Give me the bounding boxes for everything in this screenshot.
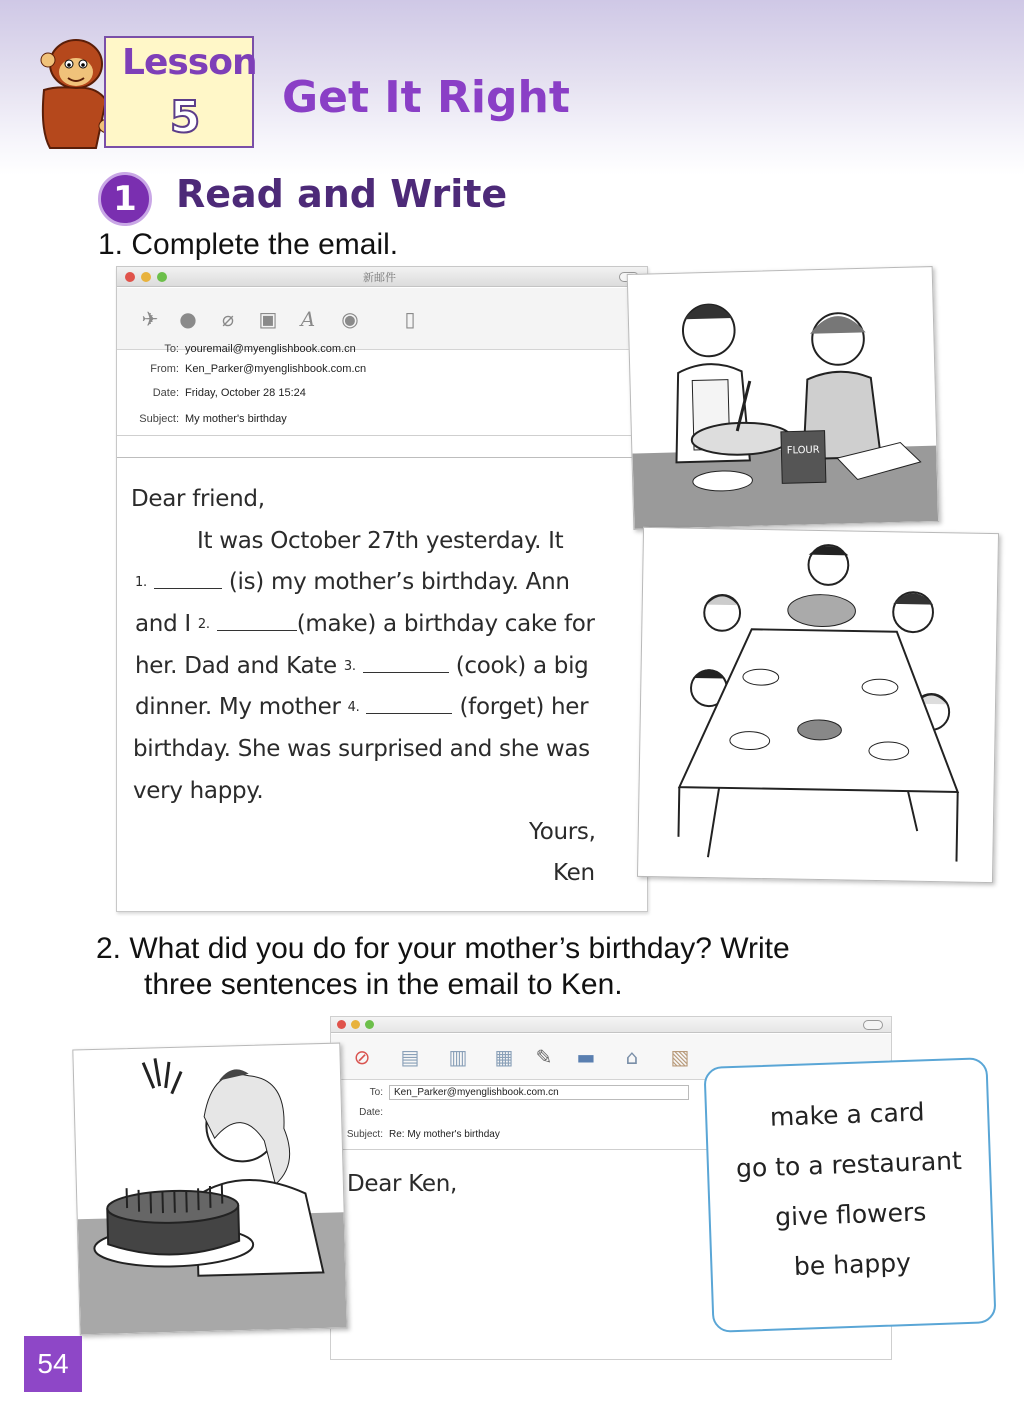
trash-icon[interactable]: ▧ [670,1045,690,1069]
body-line-4: her. Dad and Kate 3. (cook) a big [135,653,589,679]
flour-label: FLOUR [786,444,820,457]
header-subject: Subject: My mother's birthday [139,413,287,425]
body-line-1: It was October 27th yesterday. It [197,528,564,554]
date-field[interactable]: Friday, October 28 15:24 [185,387,306,399]
zoom-icon[interactable] [157,272,167,282]
close-icon[interactable] [337,1020,346,1029]
body-line-3: and I 2. (make) a birthday cake for [135,611,595,637]
question-1: 1. Complete the email. [98,228,399,261]
document-icon[interactable]: ▯ [404,307,416,331]
reply-all-icon[interactable]: ▥ [448,1045,468,1069]
hint-phrase: go to a restaurant [735,1146,963,1183]
body-line-6: birthday. She was surprised and she was [133,736,590,762]
email-toolbar [117,288,647,350]
window-titlebar [117,267,647,287]
blank-4[interactable] [366,694,452,714]
greeting: Dear friend, [131,486,265,512]
header-divider [117,435,647,436]
body-line-2: 1. (is) my mother’s birthday. Ann [135,569,570,595]
question-2-line-2: three sentences in the email to Ken. [144,968,623,1001]
minimize-icon[interactable] [141,272,151,282]
blank-2[interactable] [217,611,297,631]
section-number-badge: 1 [98,172,152,226]
reply-greeting: Dear Ken, [347,1171,457,1197]
section-title: Read and Write [176,172,508,216]
hint-phrase: be happy [793,1247,912,1281]
page-number: 54 [24,1336,82,1392]
toolbar-toggle-icon[interactable] [863,1020,883,1030]
header-to: To: youremail@myenglishbook.com.cn [164,343,356,355]
address-book-icon[interactable]: ▣ [258,307,278,331]
window-titlebar-2 [331,1017,891,1033]
colors-icon[interactable]: ◉ [341,307,359,331]
forward-icon[interactable]: ▦ [494,1045,514,1069]
email-body[interactable] [117,457,647,911]
reply-to-field[interactable]: Ken_Parker@myenglishbook.com.cn [389,1085,689,1100]
page-title: Get It Right [282,72,570,123]
send-icon[interactable]: ✈ [141,307,159,331]
body-line-5: dinner. My mother 4. (forget) her [135,694,589,720]
reply-header-to: To: Ken_Parker@myenglishbook.com.cn [331,1085,689,1100]
reply-subject-field[interactable]: Re: My mother's birthday [389,1129,500,1140]
home-icon[interactable]: ⌂ [625,1045,639,1069]
minimize-icon[interactable] [351,1020,360,1029]
reply-header-date: Date: [359,1107,383,1118]
fonts-icon[interactable]: A [300,307,316,331]
phrase-hint-box [703,1057,996,1333]
to-field[interactable]: youremail@myenglishbook.com.cn [185,343,356,355]
zoom-icon[interactable] [365,1020,374,1029]
reply-header-subject: Subject: Re: My mother's birthday [346,1129,500,1140]
lesson-number: 5 [169,92,201,143]
blank-1[interactable] [154,569,222,589]
birthday-cake-illustration [72,1043,347,1336]
stop-icon[interactable]: ⊘ [353,1045,371,1069]
baking-illustration [627,266,940,530]
hint-phrase: make a card [769,1097,925,1132]
signature: Ken [553,860,595,886]
attach-icon[interactable]: ⌀ [221,307,235,331]
lesson-label: Lesson [122,42,257,83]
blank-3[interactable] [363,653,449,673]
reply-icon[interactable]: ▤ [400,1045,420,1069]
reply-body-area[interactable] [347,1207,707,1347]
close-icon[interactable] [125,272,135,282]
question-2-line-1: 2. What did you do for your mother’s birthday? Write [96,932,790,965]
from-field[interactable]: Ken_Parker@myenglishbook.com.cn [185,363,367,375]
email-window-1 [116,266,648,912]
mailbox-icon[interactable]: ▬ [576,1045,596,1069]
subject-field[interactable]: My mother's birthday [185,413,287,425]
chat-icon[interactable]: ● [179,307,197,331]
window-title: 新邮件 [363,271,396,284]
body-line-7: very happy. [133,778,264,804]
hint-phrase: give flowers [774,1197,927,1232]
compose-icon[interactable]: ✎ [535,1045,553,1069]
header-date: Date: Friday, October 28 15:24 [152,387,306,399]
closing: Yours, [529,819,596,845]
header-from: From: Ken_Parker@myenglishbook.com.cn [150,363,367,375]
dinner-illustration [637,527,999,883]
